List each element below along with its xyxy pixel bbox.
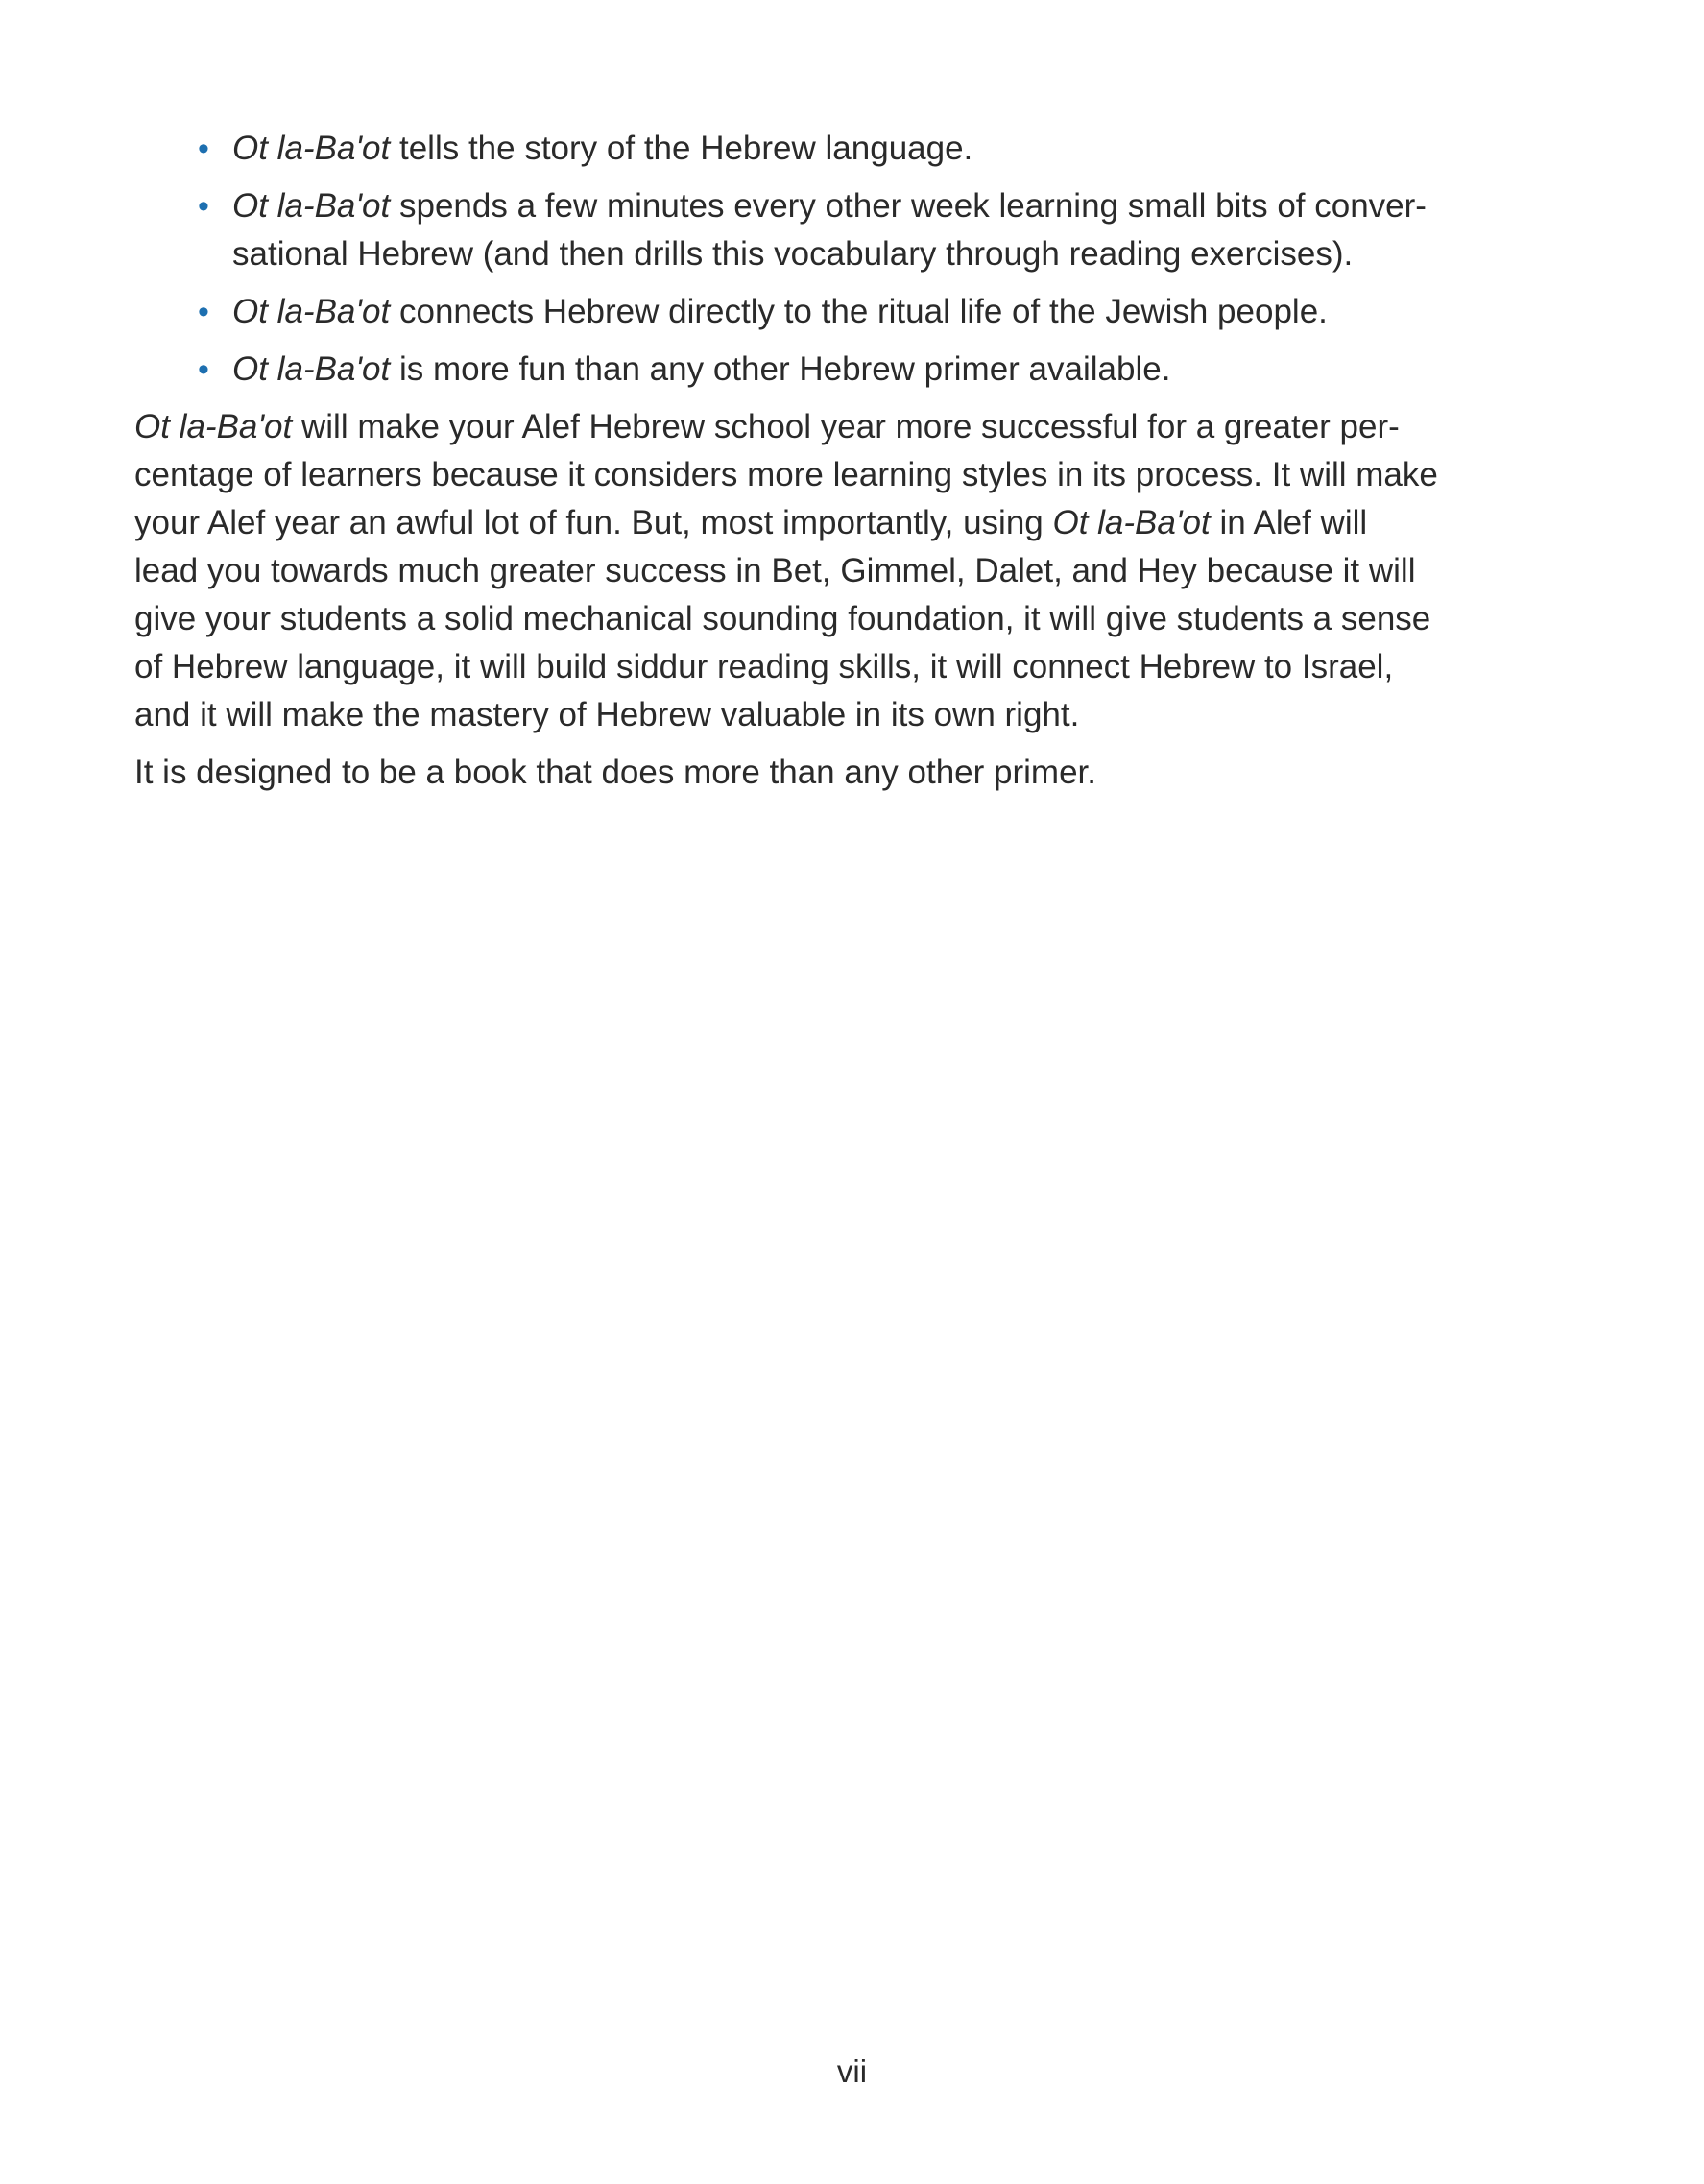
bullet-item [134,125,1478,173]
paragraph-line: centage of learners because it considers more learning styles in its process. It will make [134,456,1438,493]
bullet-dot-icon: • [198,131,209,167]
body-paragraph-success [134,403,1478,739]
book-title-italic: Ot la-Ba'ot [232,350,391,388]
bullet-line [232,182,1478,230]
bullet-text: tells the story of the Hebrew language. [390,130,973,167]
paragraph-line: of Hebrew language, it will build siddur reading skills, it will connect Hebrew to Israel, [134,648,1394,685]
page-number: vii [836,2053,868,2089]
bullet-dot-icon: • [198,188,209,225]
bullet-item [134,288,1478,336]
paragraph-line: give your students a solid mechanical sounding foundation, it will give students a sense [134,600,1431,637]
paragraph-line: It is designed to be a book that does more than any other primer. [134,754,1096,791]
bullet-item [134,346,1478,394]
page-body [134,125,1478,806]
paragraph-text: in Alef will [1210,504,1368,541]
paragraph-line: lead you towards much greater success in Bet, Gimmel, Dalet, and Hey because it will [134,552,1416,589]
bullet-item [134,182,1478,278]
paragraph-line: and it will make the mastery of Hebrew valuable in its own right. [134,696,1080,733]
book-title-italic: Ot la-Ba'ot [232,187,391,225]
bullet-text: is more fun than any other Hebrew primer available. [390,350,1171,388]
book-title-italic: Ot la-Ba'ot [232,130,391,167]
bullet-dot-icon: • [198,351,209,388]
bullet-line [232,288,1478,336]
book-title-italic: Ot la-Ba'ot [232,293,391,330]
bullet-text: connects Hebrew directly to the ritual life of the Jewish people. [390,293,1328,330]
book-title-italic: Ot la-Ba'ot [134,408,293,445]
book-title-italic: Ot la-Ba'ot [1052,504,1211,541]
bullet-line [232,125,1478,173]
paragraph-text: your Alef year an awful lot of fun. But, most importantly, using [134,504,1053,541]
bullet-line: sational Hebrew (and then drills this vocabulary through reading exercises). [232,235,1354,273]
paragraph-line [134,403,1478,451]
paragraph-text: will make your Alef Hebrew school year more successful for a greater per- [292,408,1400,445]
bullet-dot-icon: • [198,294,209,330]
paragraph-line [134,499,1478,547]
bullet-line [232,346,1478,394]
bullet-text: spends a few minutes every other week learning small bits of conver- [390,187,1427,225]
body-paragraph-design [134,749,1478,797]
feature-bullet-list [134,125,1478,394]
